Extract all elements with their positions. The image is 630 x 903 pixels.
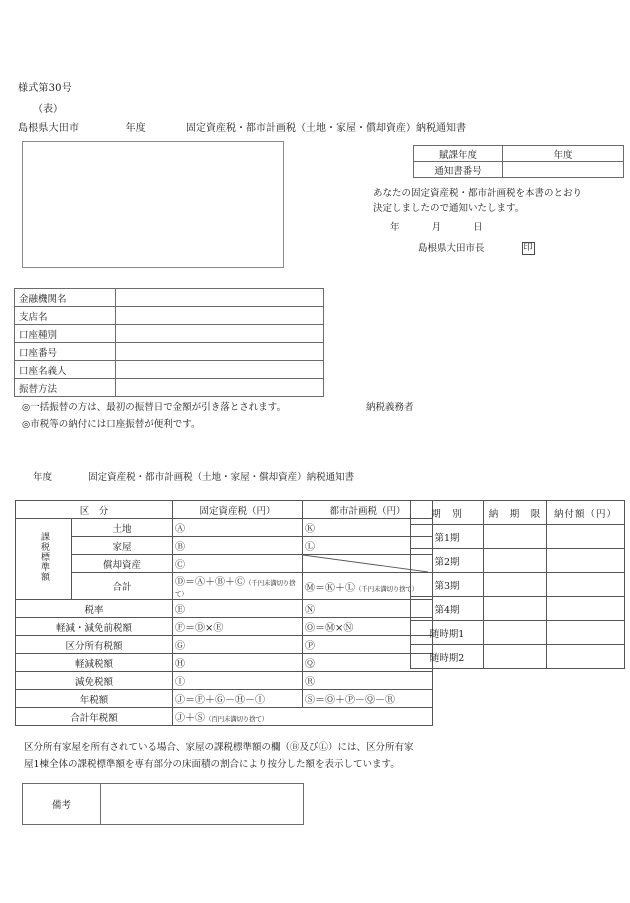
header-fixed-asset-tax: 固定資産税（円） xyxy=(173,501,303,519)
table-row-rate xyxy=(16,600,433,618)
form-number: 様式第30号 xyxy=(18,83,72,94)
date-year-label: 年 xyxy=(390,222,400,233)
cell-rate-city: Ⓝ xyxy=(303,600,433,618)
bank-note-2: ◎市税等の納付には口座振替が便利です。 xyxy=(22,419,201,430)
issue-date-line xyxy=(390,219,483,233)
form-side-label: （表） xyxy=(33,104,63,115)
period-2-amount xyxy=(547,549,625,573)
table-row xyxy=(411,525,625,549)
period-1-amount xyxy=(547,525,625,549)
bank-account-table xyxy=(14,288,324,397)
table-row xyxy=(414,146,624,162)
table-row xyxy=(15,289,324,307)
table-row xyxy=(411,573,625,597)
table-row-house xyxy=(16,537,433,555)
period-3-amount xyxy=(547,573,625,597)
table-row xyxy=(411,645,625,669)
bank-name-label: 金融機関名 xyxy=(15,289,116,307)
bank-notes xyxy=(22,399,286,433)
header-kubun: 区 分 xyxy=(16,501,173,519)
period-4-due xyxy=(484,597,547,621)
account-number-value xyxy=(116,343,324,361)
subtotal-city-formula: Ⓜ＝Ⓚ＋Ⓛ xyxy=(305,582,355,594)
remarks-value xyxy=(101,784,304,825)
table-row xyxy=(15,325,324,343)
subtotal-city-note: （千円未満切り捨て） xyxy=(355,584,419,593)
bottom-note-line-1: 区分所有家屋を所有されている場合、家屋の課税標準額の欄（Ⓑ及びⓁ）には、区分所有家 xyxy=(24,742,414,753)
row-label-subtotal: 合計 xyxy=(72,573,173,600)
table-header-row xyxy=(16,501,433,519)
bank-name-value xyxy=(116,289,324,307)
subtotal-fixed-formula: Ⓓ＝Ⓐ＋Ⓑ＋Ⓒ xyxy=(175,577,245,588)
cell-sectional-city: Ⓟ xyxy=(303,636,433,654)
fiscal-year-label: 年度 xyxy=(125,123,146,134)
bottom-note xyxy=(24,739,604,773)
period-4-label: 第4期 xyxy=(411,597,484,621)
header-due-date: 納 期 限 xyxy=(484,501,547,525)
adhoc-2-amount xyxy=(547,645,625,669)
levy-year-value: 年度 xyxy=(503,146,624,162)
remarks-table xyxy=(22,783,304,825)
cell-reduction-fixed: Ⓗ xyxy=(173,654,303,672)
period-2-label: 第2期 xyxy=(411,549,484,573)
total-annual-formula: Ⓙ＋Ⓢ xyxy=(175,713,205,724)
city-name: 島根県大田市 xyxy=(18,123,80,134)
period-3-label: 第3期 xyxy=(411,573,484,597)
notice-number-label: 通知書番号 xyxy=(414,162,503,178)
bank-note-1: ◎一括振替の方は、最初の振替日で金額が引き落とされます。 xyxy=(22,402,287,413)
table-row xyxy=(411,549,625,573)
cell-subtotal-fixed xyxy=(173,573,303,600)
table-header-row xyxy=(411,501,625,525)
payment-schedule-table xyxy=(410,500,625,669)
branch-name-value xyxy=(116,307,324,325)
row-label-pre-reduction: 軽減・減免前税額 xyxy=(16,618,173,636)
cell-annual-city: Ⓢ＝Ⓞ＋Ⓟ－Ⓠ－Ⓡ xyxy=(303,690,433,708)
table-row xyxy=(414,162,624,178)
row-label-house: 家屋 xyxy=(72,537,173,555)
issuer-name: 島根県大田市長 xyxy=(418,243,485,254)
row-label-annual: 年税額 xyxy=(16,690,173,708)
adhoc-1-label: 随時期1 xyxy=(411,621,484,645)
row-label-exemption: 減免税額 xyxy=(16,672,173,690)
branch-name-label: 支店名 xyxy=(15,307,116,325)
period-3-due xyxy=(484,573,547,597)
adhoc-2-label: 随時期2 xyxy=(411,645,484,669)
table-row-annual xyxy=(16,690,433,708)
cell-land-fixed: Ⓐ xyxy=(173,519,303,537)
period-1-label: 第1期 xyxy=(411,525,484,549)
cell-house-city: Ⓛ xyxy=(303,537,433,555)
table-row-pre-reduction xyxy=(16,618,433,636)
cell-rate-fixed: Ⓔ xyxy=(173,600,303,618)
table-row-reduction xyxy=(16,654,433,672)
transfer-method-label: 振替方法 xyxy=(15,379,116,397)
document-title-line xyxy=(18,119,466,134)
table-row-subtotal xyxy=(16,573,433,600)
subtotal-fixed-note: （千円未満切り捨て） xyxy=(175,579,296,598)
vertical-label-text: 課税標準額 xyxy=(39,532,49,582)
notice-line-1: あなたの固定資産税・都市計画税を本書のとおり xyxy=(373,188,583,199)
header-amount: 納付額（円） xyxy=(547,501,625,525)
period-4-amount xyxy=(547,597,625,621)
section2-title-line xyxy=(33,469,354,483)
total-annual-note: （百円未満切り捨て） xyxy=(205,715,269,723)
tax-year-table xyxy=(413,145,624,178)
taxpayer-label: 納税義務者 xyxy=(366,402,414,413)
account-type-label: 口座種別 xyxy=(15,325,116,343)
cell-reduction-city: Ⓠ xyxy=(303,654,433,672)
seal-icon: 印 xyxy=(523,243,533,253)
account-number-label: 口座番号 xyxy=(15,343,116,361)
row-label-total-annual: 合計年税額 xyxy=(16,708,173,726)
adhoc-2-due xyxy=(484,645,547,669)
table-row xyxy=(15,379,324,397)
tax-calculation-table xyxy=(15,500,433,726)
addressee-box xyxy=(22,141,284,268)
header-period: 期 別 xyxy=(411,501,484,525)
section2-fiscal-year: 年度 xyxy=(33,472,53,483)
table-row xyxy=(15,343,324,361)
vertical-label-tax-base xyxy=(16,519,72,600)
date-day-label: 日 xyxy=(473,222,483,233)
issuer-line xyxy=(418,240,535,255)
table-row xyxy=(23,784,304,825)
levy-year-label: 賦課年度 xyxy=(414,146,503,162)
account-holder-label: 口座名義人 xyxy=(15,361,116,379)
adhoc-1-due xyxy=(484,621,547,645)
row-label-sectional: 区分所有税額 xyxy=(16,636,173,654)
notice-paragraph xyxy=(373,186,623,216)
table-row-depreciable xyxy=(16,555,433,573)
cell-annual-fixed: Ⓙ＝Ⓕ＋Ⓖ－Ⓗ－Ⓘ xyxy=(173,690,303,708)
account-type-value xyxy=(116,325,324,343)
table-row xyxy=(411,621,625,645)
table-row-total-annual xyxy=(16,708,433,726)
document-title: 固定資産税・都市計画税（土地・家屋・償却資産）納税通知書 xyxy=(185,123,466,134)
row-label-rate: 税率 xyxy=(16,600,173,618)
transfer-method-value xyxy=(116,379,324,397)
period-1-due xyxy=(484,525,547,549)
remarks-label: 備考 xyxy=(23,784,101,825)
account-holder-value xyxy=(116,361,324,379)
period-2-due xyxy=(484,549,547,573)
cell-house-fixed: Ⓑ xyxy=(173,537,303,555)
table-row-land xyxy=(16,519,433,537)
table-row-sectional xyxy=(16,636,433,654)
table-row xyxy=(15,307,324,325)
bottom-note-line-2: 屋1棟全体の課税標準額を専有部分の床面積の割合により按分した額を表示しています。 xyxy=(24,759,400,770)
adhoc-1-amount xyxy=(547,621,625,645)
row-label-reduction: 軽減税額 xyxy=(16,654,173,672)
cell-total-annual xyxy=(173,708,433,726)
cell-pre-reduction-fixed: Ⓕ＝Ⓓ×Ⓔ xyxy=(173,618,303,636)
cell-depreciable-fixed: Ⓒ xyxy=(173,555,303,573)
header-city-planning-tax: 都市計画税（円） xyxy=(303,501,433,519)
notice-number-value xyxy=(503,162,624,178)
cell-exemption-city: Ⓡ xyxy=(303,672,433,690)
table-row xyxy=(15,361,324,379)
date-month-label: 月 xyxy=(431,222,442,233)
cell-pre-reduction-city: Ⓞ＝Ⓜ×Ⓝ xyxy=(303,618,433,636)
cell-exemption-fixed: Ⓘ xyxy=(173,672,303,690)
section2-title: 固定資産税・都市計画税（土地・家屋・償却資産）納税通知書 xyxy=(88,472,355,483)
cell-sectional-fixed: Ⓖ xyxy=(173,636,303,654)
notice-line-2: 決定しましたので通知いたします。 xyxy=(373,203,525,214)
row-label-land: 土地 xyxy=(72,519,173,537)
row-label-depreciable: 償却資産 xyxy=(72,555,173,573)
cell-land-city: Ⓚ xyxy=(303,519,433,537)
table-row-exemption xyxy=(16,672,433,690)
table-row xyxy=(411,597,625,621)
